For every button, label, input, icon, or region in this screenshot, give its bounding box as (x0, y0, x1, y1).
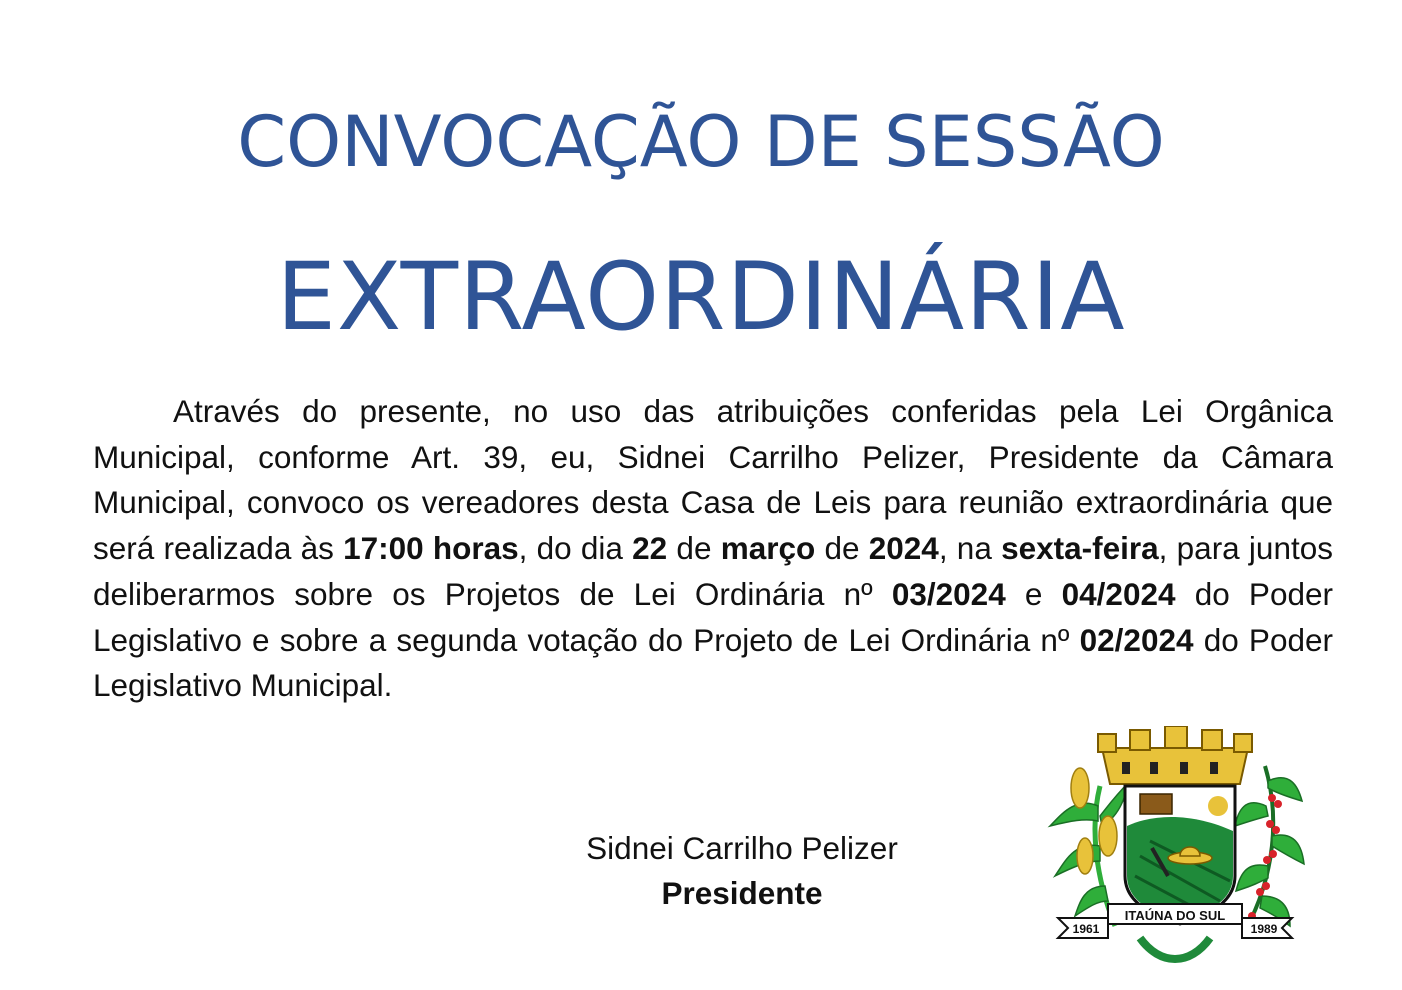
bill-number-2: 04/2024 (1061, 575, 1176, 612)
signatory-role: Presidente (661, 875, 823, 911)
meeting-year: 2024 (868, 530, 939, 567)
meeting-time: 17:00 horas (343, 530, 519, 567)
text-segment: , na (938, 530, 1002, 567)
bill-number-3: 02/2024 (1079, 621, 1194, 658)
convocation-paragraph (93, 389, 1333, 709)
meeting-weekday: sexta-feira (1001, 530, 1159, 567)
coffee-branch-icon (1235, 766, 1304, 931)
text-segment: , do dia (518, 530, 633, 567)
municipal-coat-of-arms (1040, 726, 1310, 971)
ribbon-banner (1058, 904, 1292, 959)
crest-banner-text: ITAÚNA DO SUL (1124, 908, 1226, 923)
meeting-day: 22 (632, 530, 668, 567)
page-title-line2: EXTRAORDINÁRIA (276, 243, 1126, 352)
corn-stalk-icon (1050, 768, 1130, 926)
crest-year-right: 1989 (1250, 922, 1278, 936)
text-segment: do Poder Legislativo e sobre a segunda votação do Projeto de Lei Ordinária nº (93, 575, 1333, 658)
crest-year-left: 1961 (1072, 922, 1100, 936)
text-segment: , para juntos deliberarmos sobre os Projetos de Lei Ordinária nº (93, 530, 1333, 612)
signatory-name: Sidnei Carrilho Pelizer (586, 830, 898, 866)
text-segment: de (815, 530, 869, 567)
text-segment: Através do presente, no uso das atribuições conferidas pela Lei Orgânica Municipal, conforme Art. 39, eu, Sidnei Carrilho Pelizer, Presidente da Câmara Municipal, convoco os vereadores desta Casa de Leis para reunião extraordinária que será realizada às (93, 393, 1333, 567)
text-segment: de (667, 530, 721, 567)
text-segment: do Poder Legislativo Municipal. (93, 621, 1333, 704)
bill-number-1: 03/2024 (891, 575, 1006, 612)
meeting-month: março (720, 530, 816, 567)
mural-crown-icon (1098, 726, 1252, 784)
text-segment: e (1005, 575, 1062, 612)
page-title-line1: CONVOCAÇÃO DE SESSÃO (237, 101, 1165, 183)
